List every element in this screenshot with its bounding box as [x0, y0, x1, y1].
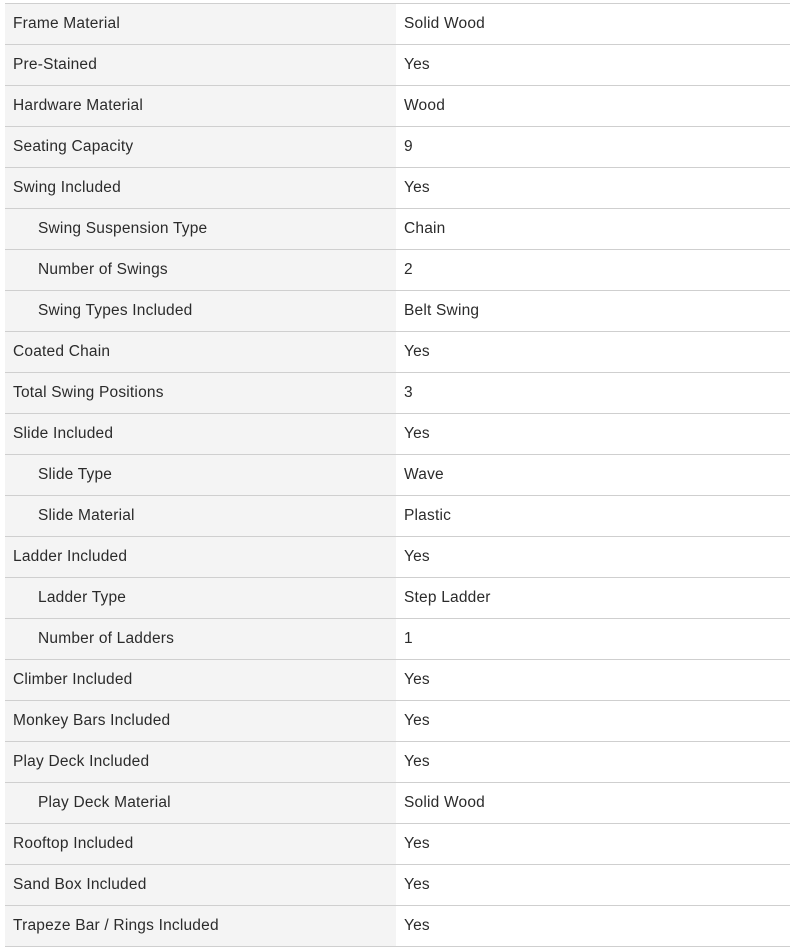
spec-row-slide-type [5, 455, 790, 496]
spec-label: Pre-Stained [5, 45, 396, 85]
spec-label: Slide Type [5, 455, 396, 495]
spec-label: Climber Included [5, 660, 396, 700]
spec-value: Solid Wood [396, 4, 790, 44]
spec-label: Frame Material [5, 4, 396, 44]
spec-row-sand-box-included [5, 865, 790, 906]
spec-label: Hardware Material [5, 86, 396, 126]
spec-label: Swing Suspension Type [5, 209, 396, 249]
spec-value: Yes [396, 865, 790, 905]
spec-label: Number of Ladders [5, 619, 396, 659]
spec-row-slide-material [5, 496, 790, 537]
spec-value: Yes [396, 168, 790, 208]
spec-value: Yes [396, 45, 790, 85]
spec-value: 3 [396, 373, 790, 413]
spec-row-trapeze-bar-rings-included [5, 906, 790, 947]
spec-row-play-deck-material [5, 783, 790, 824]
spec-row-pre-stained [5, 45, 790, 86]
spec-value: 9 [396, 127, 790, 167]
spec-label: Trapeze Bar / Rings Included [5, 906, 396, 946]
spec-row-seating-capacity [5, 127, 790, 168]
spec-value: 2 [396, 250, 790, 290]
spec-label: Slide Included [5, 414, 396, 454]
spec-value: Yes [396, 537, 790, 577]
spec-row-ladder-type [5, 578, 790, 619]
spec-label: Swing Types Included [5, 291, 396, 331]
spec-label: Total Swing Positions [5, 373, 396, 413]
spec-value: Yes [396, 906, 790, 946]
spec-row-swing-included [5, 168, 790, 209]
spec-value: Step Ladder [396, 578, 790, 618]
spec-value: Chain [396, 209, 790, 249]
spec-value: Belt Swing [396, 291, 790, 331]
spec-label: Number of Swings [5, 250, 396, 290]
spec-value: Yes [396, 660, 790, 700]
spec-label: Coated Chain [5, 332, 396, 372]
spec-value: Yes [396, 742, 790, 782]
spec-label: Seating Capacity [5, 127, 396, 167]
spec-row-rooftop-included [5, 824, 790, 865]
specifications-table [5, 3, 790, 947]
spec-row-swing-suspension-type [5, 209, 790, 250]
spec-value: 1 [396, 619, 790, 659]
spec-label: Ladder Type [5, 578, 396, 618]
spec-label: Play Deck Included [5, 742, 396, 782]
spec-row-climber-included [5, 660, 790, 701]
spec-row-total-swing-positions [5, 373, 790, 414]
spec-label: Ladder Included [5, 537, 396, 577]
spec-value: Wood [396, 86, 790, 126]
spec-label: Sand Box Included [5, 865, 396, 905]
spec-row-ladder-included [5, 537, 790, 578]
spec-label: Rooftop Included [5, 824, 396, 864]
spec-label: Slide Material [5, 496, 396, 536]
spec-row-monkey-bars-included [5, 701, 790, 742]
spec-row-play-deck-included [5, 742, 790, 783]
spec-label: Monkey Bars Included [5, 701, 396, 741]
spec-label: Swing Included [5, 168, 396, 208]
spec-label: Play Deck Material [5, 783, 396, 823]
spec-value: Yes [396, 824, 790, 864]
spec-value: Solid Wood [396, 783, 790, 823]
spec-row-frame-material [5, 4, 790, 45]
spec-row-number-of-swings [5, 250, 790, 291]
spec-value: Yes [396, 701, 790, 741]
spec-row-number-of-ladders [5, 619, 790, 660]
spec-value: Yes [396, 414, 790, 454]
spec-row-swing-types-included [5, 291, 790, 332]
spec-row-hardware-material [5, 86, 790, 127]
spec-value: Plastic [396, 496, 790, 536]
spec-value: Wave [396, 455, 790, 495]
spec-row-coated-chain [5, 332, 790, 373]
spec-value: Yes [396, 332, 790, 372]
spec-row-slide-included [5, 414, 790, 455]
